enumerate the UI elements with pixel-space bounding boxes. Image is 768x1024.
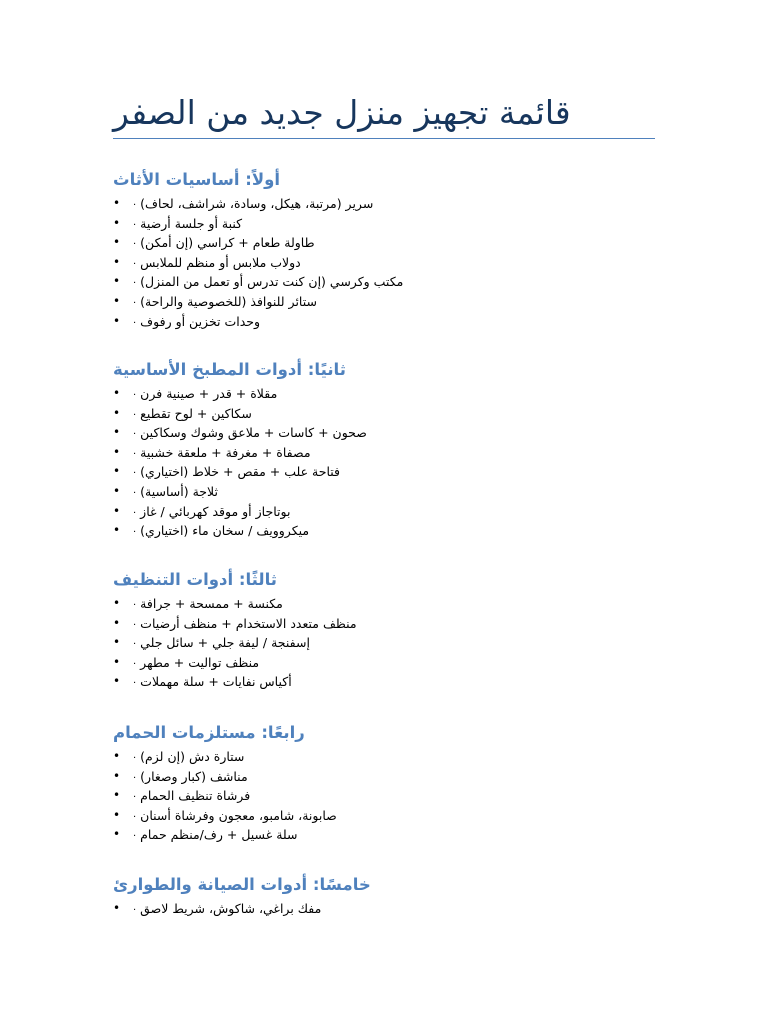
marker-icon: · — [133, 600, 137, 611]
marker-icon: · — [133, 678, 137, 690]
list-item — [113, 825, 673, 845]
marker-icon: · — [133, 429, 137, 441]
item-text: ستارة دش (إن لزم) — [140, 749, 245, 764]
bullet-icon: • — [113, 615, 121, 630]
section-heading: ثالثًا: أدوات التنظيف — [113, 570, 278, 589]
item-text: مناشف (كبار وصغار) — [140, 768, 248, 784]
list-item — [113, 502, 673, 522]
list-item — [113, 423, 673, 443]
item-list — [113, 194, 673, 331]
list-item — [113, 194, 673, 214]
section-heading: خامسًا: أدوات الصيانة والطوارئ — [113, 875, 371, 894]
bullet-icon: • — [113, 444, 121, 459]
item-text: بوتاجاز أو موقد كهربائي / غاز — [140, 503, 291, 519]
marker-icon: · — [133, 658, 137, 670]
bullet-icon: • — [113, 749, 121, 763]
bullet-icon: • — [113, 464, 121, 479]
list-item — [113, 594, 673, 614]
item-text: ثلاجة (أساسية) — [140, 483, 218, 499]
list-item — [113, 806, 673, 826]
bullet-icon: • — [113, 674, 121, 689]
item-text: فتاحة علب + مقص + خلاط (اختياري) — [140, 464, 341, 480]
marker-icon: · — [133, 297, 137, 309]
bullet-icon: • — [113, 215, 121, 230]
item-list — [113, 384, 673, 541]
section-furniture — [113, 168, 673, 331]
item-text: مقلاة + قدر + صينية فرن — [140, 386, 278, 401]
list-item — [113, 292, 673, 312]
marker-icon: · — [133, 390, 137, 401]
marker-icon: · — [133, 317, 137, 329]
item-text: دولاب ملابس أو منظم للملابس — [140, 254, 301, 270]
marker-icon: · — [133, 258, 137, 270]
item-text: فرشاة تنظيف الحمام — [140, 788, 251, 804]
list-item — [113, 312, 673, 332]
bullet-icon: • — [113, 901, 121, 915]
marker-icon: · — [133, 239, 137, 251]
bullet-icon: • — [113, 768, 121, 783]
list-item — [113, 443, 673, 463]
marker-icon: · — [133, 507, 137, 519]
bullet-icon: • — [113, 405, 121, 420]
item-list — [113, 594, 673, 692]
item-text: سكاكين + لوح تقطيع — [140, 405, 252, 421]
marker-icon: · — [133, 772, 137, 784]
marker-icon: · — [133, 527, 137, 539]
list-item — [113, 404, 673, 424]
item-text: وحدات تخزين أو رفوف — [140, 313, 261, 329]
bullet-icon: • — [113, 293, 121, 308]
section-heading: ثانيًا: أدوات المطبخ الأساسية — [113, 360, 346, 379]
section-heading: أولاً: أساسيات الأثاث — [113, 170, 281, 189]
list-item — [113, 653, 673, 673]
marker-icon: · — [133, 409, 137, 421]
list-item — [113, 767, 673, 787]
bullet-icon: • — [113, 654, 121, 669]
section-cleaning — [113, 568, 673, 692]
section-maintenance — [113, 873, 673, 919]
item-text: مكنسة + ممسحة + جرافة — [140, 596, 283, 611]
bullet-icon: • — [113, 483, 121, 498]
list-item — [113, 899, 673, 919]
bullet-icon: • — [113, 425, 121, 440]
section-bathroom — [113, 721, 673, 845]
list-item — [113, 482, 673, 502]
bullet-icon: • — [113, 313, 121, 328]
list-item — [113, 214, 673, 234]
marker-icon: · — [133, 905, 137, 916]
list-item — [113, 521, 673, 541]
marker-icon: · — [133, 792, 137, 804]
list-item — [113, 672, 673, 692]
item-text: أكياس نفايات + سلة مهملات — [140, 674, 292, 690]
marker-icon: · — [133, 278, 137, 290]
marker-icon: · — [133, 811, 137, 823]
list-item — [113, 233, 673, 253]
item-text: طاولة طعام + كراسي (إن أمكن) — [140, 235, 315, 251]
item-text: مكتب وكرسي (إن كنت تدرس أو تعمل من المنزل) — [140, 274, 404, 290]
marker-icon: · — [133, 448, 137, 460]
list-item — [113, 253, 673, 273]
marker-icon: · — [133, 200, 137, 211]
list-item — [113, 462, 673, 482]
item-text: إسفنجة / ليفة جلي + سائل جلي — [140, 635, 310, 651]
bullet-icon: • — [113, 523, 121, 538]
marker-icon: · — [133, 487, 137, 499]
item-text: سرير (مرتبة، هيكل، وسادة، شراشف، لحاف) — [140, 196, 374, 211]
bullet-icon: • — [113, 827, 121, 842]
title-underline — [113, 88, 655, 139]
bullet-icon: • — [113, 274, 121, 289]
bullet-icon: • — [113, 235, 121, 250]
list-item — [113, 614, 673, 634]
item-text: صحون + كاسات + ملاعق وشوك وسكاكين — [140, 425, 367, 441]
list-item — [113, 786, 673, 806]
marker-icon: · — [133, 753, 137, 764]
item-text: منظف تواليت + مطهر — [140, 654, 260, 670]
section-heading: رابعًا: مستلزمات الحمام — [113, 723, 305, 742]
bullet-icon: • — [113, 503, 121, 518]
marker-icon: · — [133, 468, 137, 480]
bullet-icon: • — [113, 807, 121, 822]
list-item — [113, 747, 673, 767]
item-text: ميكروويف / سخان ماء (اختياري) — [140, 523, 310, 539]
item-list — [113, 747, 673, 845]
list-item — [113, 633, 673, 653]
item-text: سلة غسيل + رف/منظم حمام — [140, 827, 298, 843]
bullet-icon: • — [113, 386, 121, 400]
item-text: مفك براغي، شاكوش، شريط لاصق — [140, 901, 322, 916]
bullet-icon: • — [113, 788, 121, 803]
item-text: ستائر للنوافذ (للخصوصية والراحة) — [140, 293, 317, 309]
bullet-icon: • — [113, 596, 121, 610]
page-title: قائمة تجهيز منزل جديد من الصفر — [113, 93, 571, 132]
bullet-icon: • — [113, 196, 121, 210]
bullet-icon: • — [113, 254, 121, 269]
list-item — [113, 272, 673, 292]
item-list — [113, 899, 673, 919]
item-text: صابونة، شامبو، معجون وفرشاة أسنان — [140, 807, 337, 823]
item-text: مصفاة + مغرفة + ملعقة خشبية — [140, 444, 311, 460]
marker-icon: · — [133, 619, 137, 631]
item-text: كنبة أو جلسة أرضية — [140, 215, 243, 231]
marker-icon: · — [133, 831, 137, 843]
marker-icon: · — [133, 219, 137, 231]
section-kitchen — [113, 358, 673, 541]
bullet-icon: • — [113, 635, 121, 650]
list-item — [113, 384, 673, 404]
item-text: منظف متعدد الاستخدام + منظف أرضيات — [140, 615, 357, 631]
marker-icon: · — [133, 639, 137, 651]
